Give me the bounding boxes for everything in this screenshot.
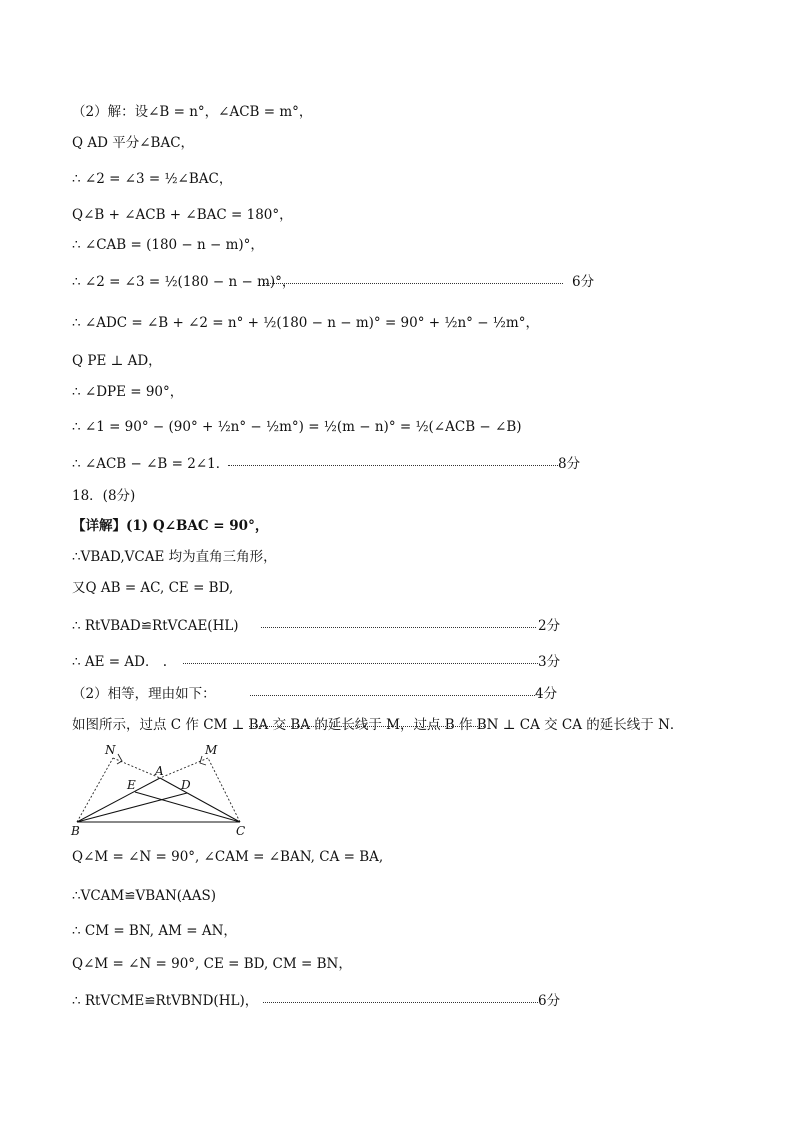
line-text: ∴ CM = BN, AM = AN， bbox=[72, 923, 237, 939]
line-text: Q∠B + ∠ACB + ∠BAC = 180°， bbox=[72, 207, 293, 223]
solution-line bbox=[72, 273, 595, 291]
segment-bd bbox=[77, 793, 187, 822]
solution-line bbox=[72, 848, 383, 866]
detail-heading bbox=[72, 517, 268, 535]
score-label: 3分 bbox=[538, 654, 561, 670]
dashed-na bbox=[113, 758, 160, 778]
solution-line bbox=[72, 887, 216, 905]
line-text: 【详解】(1) Q∠BAC = 90°， bbox=[72, 518, 269, 534]
solution-line bbox=[72, 548, 277, 566]
line-text: Q∠M = ∠N = 90°, CE = BD, CM = BN， bbox=[72, 956, 352, 972]
solution-line bbox=[72, 383, 183, 401]
solution-line bbox=[72, 455, 581, 473]
line-text: ∴ ∠CAB = (180 − n − m)°， bbox=[72, 237, 264, 253]
score-label: 4分 bbox=[535, 686, 558, 702]
line-text: Q∠M = ∠N = 90°, ∠CAM = ∠BAN, CA = BA, bbox=[72, 849, 384, 865]
line-text: 如图所示，过点 C 作 CM ⊥ BA 交 BA 的延长线于 M，过点 B 作 BN ⊥ CA 交 CA 的延长线于 N． bbox=[72, 717, 684, 733]
line-text: ∴ ∠DPE = 90°， bbox=[72, 384, 184, 400]
solution-line bbox=[72, 170, 232, 188]
solution-line bbox=[72, 617, 561, 635]
geometry-figure bbox=[65, 740, 265, 840]
solution-line bbox=[72, 206, 293, 224]
dotted-leader bbox=[228, 464, 558, 466]
line-text: 又Q AB = AC, CE = BD, bbox=[72, 580, 234, 596]
score-label: 6分 bbox=[572, 274, 595, 290]
label-e: E bbox=[127, 778, 136, 792]
label-n: N bbox=[105, 743, 116, 757]
line-text: ∴VCAM≌VBAN(AAS) bbox=[72, 888, 217, 904]
score-label: 2分 bbox=[538, 618, 561, 634]
label-d: D bbox=[181, 778, 191, 792]
dashed-cm bbox=[208, 758, 240, 822]
line-text: ∴ ∠1 = 90° − (90° + ½n° − ½m°) = ½(m − n)° = ½(∠ACB − ∠B) bbox=[72, 419, 522, 435]
line-text: ∴ ∠2 = ∠3 = ½(180 − n − m)°， bbox=[72, 274, 296, 290]
question-number bbox=[72, 487, 135, 505]
label-b: B bbox=[71, 824, 80, 838]
line-text: ∴VBAD,VCAE 均为直角三角形， bbox=[72, 549, 277, 565]
construction-desc bbox=[72, 720, 652, 738]
solution-line bbox=[72, 653, 561, 671]
label-m: M bbox=[205, 743, 218, 757]
line-text: ∴ AE = AD． . bbox=[72, 654, 168, 670]
solution-line bbox=[72, 236, 264, 254]
solution-line bbox=[72, 992, 561, 1010]
solution-line bbox=[72, 134, 194, 152]
right-angle-n bbox=[117, 754, 122, 764]
label-a: A bbox=[155, 764, 164, 778]
solution-line bbox=[72, 103, 312, 121]
score-label: 6分 bbox=[538, 993, 561, 1009]
line-text: ∴ ∠2 = ∠3 = ½∠BAC， bbox=[72, 171, 233, 187]
line-text: ∴ RtVBAD≌RtVCAE(HL) bbox=[72, 618, 239, 634]
line-text: ∴ ∠ACB − ∠B = 2∠1． bbox=[72, 456, 230, 472]
dotted-leader bbox=[183, 662, 538, 664]
line-text: Q PE ⊥ AD， bbox=[72, 353, 162, 369]
line-text: ∴ RtVCME≌RtVBND(HL)， bbox=[72, 993, 259, 1009]
line-text: 18．(8分) bbox=[72, 488, 136, 504]
dotted-leader bbox=[250, 694, 535, 696]
label-c: C bbox=[236, 824, 246, 838]
dotted-leader bbox=[261, 626, 536, 628]
segment-ce bbox=[135, 792, 240, 822]
line-text: （2）解：设∠B = n°，∠ACB = m°， bbox=[72, 104, 313, 120]
line-text: （2）相等，理由如下： bbox=[72, 686, 216, 702]
line-text: ∴ ∠ADC = ∠B + ∠2 = n° + ½(180 − n − m)° = 90° + ½n° − ½m°， bbox=[72, 315, 539, 331]
solution-line bbox=[72, 314, 539, 332]
solution-line bbox=[72, 418, 522, 436]
dotted-leader bbox=[263, 1001, 538, 1003]
solution-line bbox=[72, 955, 352, 973]
solution-line bbox=[72, 579, 233, 597]
solution-line bbox=[72, 352, 162, 370]
solution-line bbox=[72, 922, 237, 940]
score-label: 8分 bbox=[558, 456, 581, 472]
side-ca bbox=[160, 778, 240, 822]
solution-line bbox=[72, 685, 558, 703]
line-text: Q AD 平分∠BAC， bbox=[72, 135, 195, 151]
dotted-leader bbox=[263, 282, 563, 284]
